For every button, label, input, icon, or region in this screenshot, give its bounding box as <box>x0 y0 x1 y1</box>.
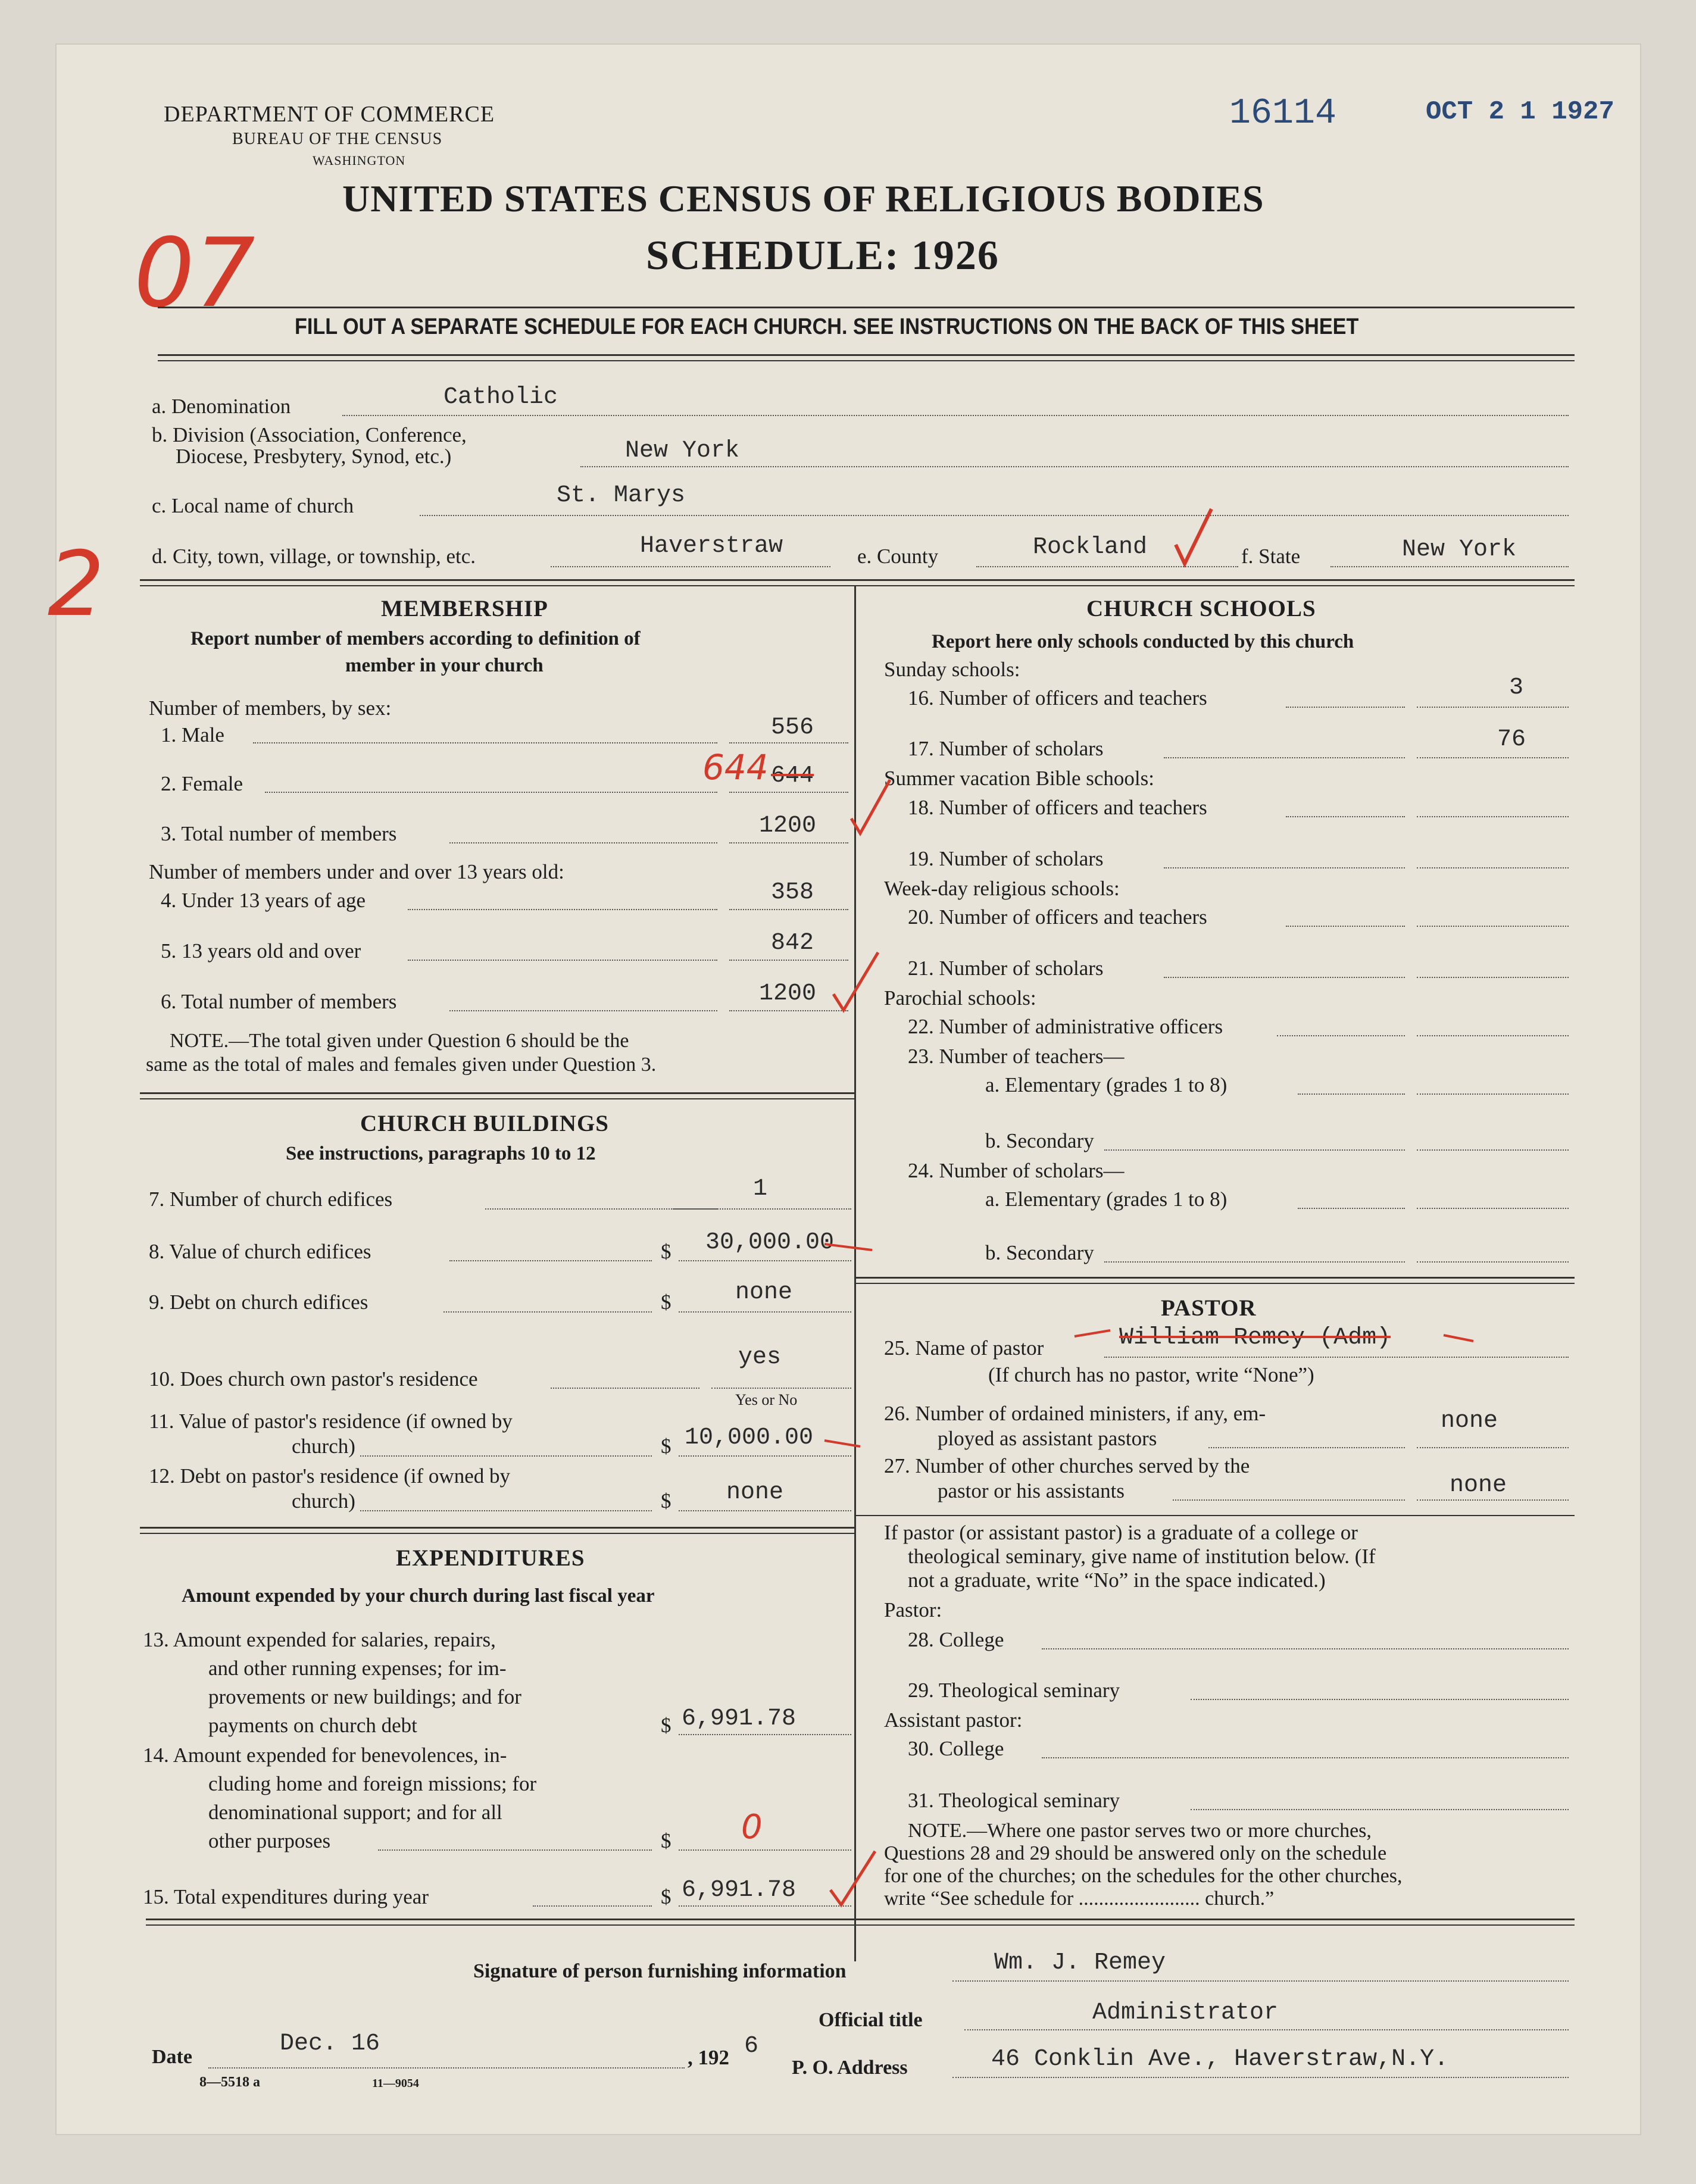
pastor-note-line3: for one of the churches; on the schedules for the other churches, <box>884 1865 1403 1887</box>
q24b-label: b. Secondary <box>985 1241 1094 1264</box>
q18-label: 18. Number of officers and teachers <box>908 796 1207 819</box>
graduate-instructions-line2: theological seminary, give name of institution below. (If <box>908 1545 1376 1568</box>
q4-label: 4. Under 13 years of age <box>161 889 366 912</box>
official-title-label: Official title <box>819 2009 923 2031</box>
sunday-schools-label: Sunday schools: <box>884 658 1020 681</box>
members-by-sex-label: Number of members, by sex: <box>149 696 392 720</box>
city-field[interactable]: Haverstraw <box>640 533 783 560</box>
membership-note-line2: same as the total of males and females given under Question 3. <box>146 1054 657 1076</box>
state-field[interactable]: New York <box>1402 536 1517 563</box>
margin-mark-code: 07 <box>134 217 255 329</box>
q8-dollar: $ <box>661 1240 671 1263</box>
q3-value[interactable]: 1200 <box>759 813 817 839</box>
q23a-label: a. Elementary (grades 1 to 8) <box>985 1073 1228 1096</box>
pastor-education-label: Pastor: <box>884 1598 942 1621</box>
county-field[interactable]: Rockland <box>1033 534 1148 561</box>
q14-label-line3: denominational support; and for all <box>208 1801 502 1824</box>
q10-hint: Yes or No <box>735 1391 798 1408</box>
q19-label: 19. Number of scholars <box>908 847 1104 870</box>
q13-value[interactable]: 6,991.78 <box>682 1705 797 1732</box>
church-schools-heading: CHURCH SCHOOLS <box>1086 596 1316 621</box>
q20-label: 20. Number of officers and teachers <box>908 905 1207 929</box>
census-schedule-sheet <box>48 45 1640 2134</box>
q13-label-line2: and other running expenses; for im- <box>208 1657 507 1680</box>
pastor-note-line2: Questions 28 and 29 should be answered only on the schedule <box>884 1842 1387 1864</box>
expenditures-heading: EXPENDITURES <box>396 1545 585 1571</box>
q8-tick <box>824 1244 872 1250</box>
q13-dollar: $ <box>661 1714 671 1737</box>
q24-label: 24. Number of scholars— <box>908 1159 1125 1182</box>
schedule-title: SCHEDULE: 1926 <box>646 233 1000 279</box>
church-schools-subtitle: Report here only schools conducted by this church <box>932 631 1354 652</box>
state-label: f. State <box>1241 545 1301 568</box>
po-address-label: P. O. Address <box>792 2057 908 2079</box>
signature-field[interactable]: Wm. J. Remey <box>994 1949 1166 1976</box>
q15-label: 15. Total expenditures during year <box>143 1885 429 1908</box>
division-field[interactable]: New York <box>625 438 740 464</box>
year-prefix: , 192 <box>688 2046 729 2069</box>
q1-value[interactable]: 556 <box>771 714 814 741</box>
q7-value[interactable]: 1 <box>753 1176 768 1202</box>
q28-label: 28. College <box>908 1628 1004 1651</box>
membership-subtitle-line1: Report number of members according to definition of <box>190 628 641 649</box>
q11-label-line1: 11. Value of pastor's residence (if owned by <box>149 1410 513 1433</box>
q24a-label: a. Elementary (grades 1 to 8) <box>985 1188 1228 1211</box>
po-address-field[interactable]: 46 Conklin Ave., Haverstraw,N.Y. <box>991 2046 1449 2073</box>
q6-value[interactable]: 1200 <box>759 980 817 1007</box>
q27-value[interactable]: none <box>1450 1472 1507 1499</box>
summer-schools-label: Summer vacation Bible schools: <box>884 767 1154 790</box>
weekday-schools-label: Week-day religious schools: <box>884 877 1120 900</box>
membership-heading: MEMBERSHIP <box>381 596 548 621</box>
print-number: 11—9054 <box>372 2077 419 2090</box>
church-buildings-subtitle: See instructions, paragraphs 10 to 12 <box>286 1143 596 1164</box>
q27-label-line2: pastor or his assistants <box>938 1479 1125 1502</box>
q3-check-mark <box>851 780 890 833</box>
q27-label-line1: 27. Number of other churches served by the <box>884 1454 1250 1477</box>
q12-label-line1: 12. Debt on pastor's residence (if owned by <box>149 1464 510 1488</box>
division-label-line2: Diocese, Presbytery, Synod, etc.) <box>176 445 452 468</box>
separate-schedule-instruction: FILL OUT A SEPARATE SCHEDULE FOR EACH CHURCH. SEE INSTRUCTIONS ON THE BACK OF THIS SHEET <box>295 314 1359 339</box>
pastor-heading: PASTOR <box>1161 1295 1257 1321</box>
q25-label: 25. Name of pastor <box>884 1336 1044 1360</box>
q12-label-line2: church) <box>292 1489 355 1513</box>
margin-mark-number: 2 <box>48 533 105 636</box>
q13-label-line3: provements or new buildings; and for <box>208 1685 521 1708</box>
city-label: d. City, town, village, or township, etc. <box>152 545 476 568</box>
q11-value[interactable]: 10,000.00 <box>685 1424 814 1451</box>
bureau-name: BUREAU OF THE CENSUS <box>232 130 443 148</box>
q12-dollar: $ <box>661 1489 671 1513</box>
q9-value[interactable]: none <box>735 1279 793 1306</box>
signature-label: Signature of person furnishing information <box>473 1960 847 1982</box>
local-name-label: c. Local name of church <box>152 494 354 517</box>
q5-label: 5. 13 years old and over <box>161 939 361 963</box>
q11-dollar: $ <box>661 1435 671 1458</box>
graduate-instructions-line1: If pastor (or assistant pastor) is a graduate of a college or <box>884 1521 1358 1544</box>
q14-dollar: $ <box>661 1829 671 1852</box>
q29-label: 29. Theological seminary <box>908 1679 1120 1702</box>
q13-label-line1: 13. Amount expended for salaries, repairs, <box>143 1628 496 1651</box>
q1-label: 1. Male <box>161 723 224 746</box>
q2-correction: 644 <box>702 747 769 788</box>
q31-label: 31. Theological seminary <box>908 1789 1120 1812</box>
department-name: DEPARTMENT OF COMMERCE <box>164 102 495 127</box>
q15-check-mark <box>830 1851 875 1905</box>
q14-value[interactable]: 0 <box>741 1808 763 1846</box>
q30-label: 30. College <box>908 1737 1004 1760</box>
q16-label: 16. Number of officers and teachers <box>908 686 1207 710</box>
q5-value[interactable]: 842 <box>771 930 814 957</box>
q2-value[interactable]: 644 <box>771 763 814 789</box>
stamp-date: OCT 2 1 1927 <box>1426 97 1614 127</box>
q11-label-line2: church) <box>292 1435 355 1458</box>
q10-value[interactable]: yes <box>738 1344 782 1371</box>
membership-note-line1: NOTE.—The total given under Question 6 should be the <box>170 1030 629 1052</box>
q25-tick <box>1075 1330 1473 1341</box>
expenditures-subtitle: Amount expended by your church during last fiscal year <box>182 1585 655 1607</box>
bureau-city: WASHINGTON <box>313 153 406 168</box>
q23-label: 23. Number of teachers— <box>908 1045 1125 1068</box>
q11-tick <box>824 1441 860 1446</box>
q8-label: 8. Value of church edifices <box>149 1240 371 1263</box>
q15-value[interactable]: 6,991.78 <box>682 1877 797 1904</box>
q9-dollar: $ <box>661 1291 671 1314</box>
q26-label-line2: ployed as assistant pastors <box>938 1427 1157 1450</box>
assistant-pastor-education-label: Assistant pastor: <box>884 1708 1023 1732</box>
q13-label-line4: payments on church debt <box>208 1714 417 1737</box>
q2-label: 2. Female <box>161 772 243 795</box>
county-label: e. County <box>857 545 939 568</box>
pastor-note-line1: NOTE.—Where one pastor serves two or more churches, <box>908 1820 1372 1842</box>
q4-value[interactable]: 358 <box>771 879 814 906</box>
denomination-field[interactable]: Catholic <box>443 384 558 411</box>
date-field[interactable]: Dec. 16 <box>280 2030 380 2057</box>
membership-subtitle-line2: member in your church <box>345 655 544 676</box>
parochial-schools-label: Parochial schools: <box>884 986 1036 1010</box>
form-number: 8—5518 a <box>199 2074 260 2090</box>
local-name-field[interactable]: St. Marys <box>557 482 686 509</box>
q25-hint: (If church has no pastor, write “None”) <box>988 1363 1314 1386</box>
q7-label: 7. Number of church edifices <box>149 1188 393 1211</box>
date-label: Date <box>152 2046 192 2068</box>
q17-value[interactable]: 76 <box>1497 726 1526 753</box>
q26-value[interactable]: none <box>1441 1408 1498 1435</box>
q6-check-mark <box>833 952 878 1010</box>
q10-label: 10. Does church own pastor's residence <box>149 1367 478 1391</box>
q14-label-line2: cluding home and foreign missions; for <box>208 1772 537 1795</box>
form-title: UNITED STATES CENSUS OF RELIGIOUS BODIES <box>342 177 1264 220</box>
q21-label: 21. Number of scholars <box>908 957 1104 980</box>
red-check-marks <box>57 45 1640 2134</box>
q25-value[interactable]: William Remey (Adm) <box>1119 1324 1391 1351</box>
q6-label: 6. Total number of members <box>161 990 397 1013</box>
q9-label: 9. Debt on church edifices <box>149 1291 368 1314</box>
church-buildings-heading: CHURCH BUILDINGS <box>360 1111 609 1136</box>
pastor-note-line4: write “See schedule for ........................ church.” <box>884 1888 1275 1910</box>
q8-value[interactable]: 30,000.00 <box>705 1229 835 1256</box>
denomination-label: a. Denomination <box>152 395 291 418</box>
q22-label: 22. Number of administrative officers <box>908 1015 1223 1038</box>
division-label-line1: b. Division (Association, Conference, <box>152 423 467 446</box>
q12-value[interactable]: none <box>726 1479 784 1506</box>
county-check-mark <box>1176 509 1211 564</box>
q17-label: 17. Number of scholars <box>908 737 1104 760</box>
q26-label-line1: 26. Number of ordained ministers, if any, em- <box>884 1402 1266 1425</box>
q23b-label: b. Secondary <box>985 1129 1094 1152</box>
q16-value[interactable]: 3 <box>1509 674 1524 701</box>
q14-label-line4: other purposes <box>208 1829 331 1852</box>
q14-label-line1: 14. Amount expended for benevolences, in- <box>143 1744 507 1767</box>
q3-label: 3. Total number of members <box>161 822 397 845</box>
graduate-instructions-line3: not a graduate, write “No” in the space indicated.) <box>908 1569 1326 1592</box>
members-by-age-label: Number of members under and over 13 years old: <box>149 860 564 883</box>
year-digit-field[interactable]: 6 <box>744 2033 759 2060</box>
q15-dollar: $ <box>661 1885 671 1908</box>
official-title-field[interactable]: Administrator <box>1092 1999 1279 2026</box>
stamp-number: 16114 <box>1229 93 1337 134</box>
